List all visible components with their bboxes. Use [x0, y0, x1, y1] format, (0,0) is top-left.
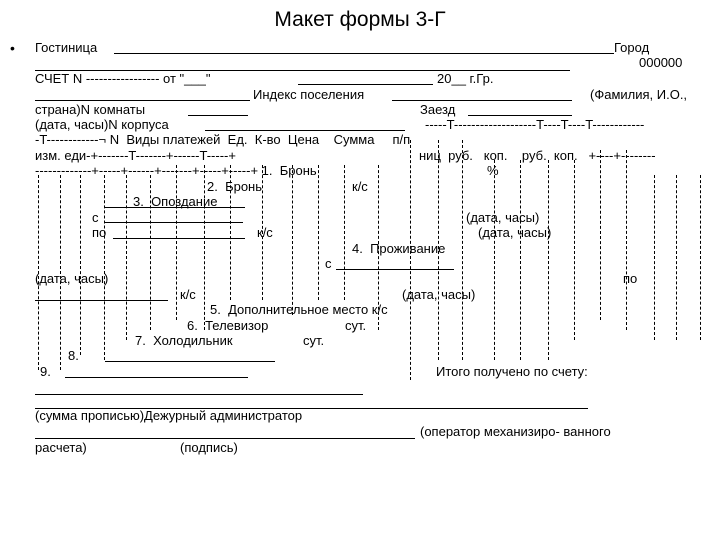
label-datetime: (дата, часы) — [466, 210, 540, 225]
column-guide-line — [262, 165, 263, 300]
label-ks: к/с — [352, 179, 368, 194]
label-hotel: Гостиница — [35, 40, 98, 55]
column-guide-line — [494, 160, 495, 360]
column-guide-line — [438, 140, 439, 360]
label-datetime: (дата, часы) — [478, 225, 552, 240]
column-guide-line — [292, 165, 293, 315]
column-guide-line — [700, 175, 701, 340]
table-row-8: 8. — [68, 348, 79, 363]
column-guide-line — [548, 160, 549, 360]
column-guide-line — [60, 175, 61, 370]
percent-sign: % — [487, 163, 499, 178]
column-guide-line — [378, 165, 379, 330]
blank-line — [35, 100, 250, 101]
table-row-6: 6. Телевизор — [187, 318, 269, 333]
to-line — [113, 238, 245, 239]
column-guide-line — [574, 160, 575, 340]
hotel-line — [114, 53, 614, 54]
column-guide-line — [626, 150, 627, 330]
column-guide-line — [654, 175, 655, 340]
date-line — [298, 84, 433, 85]
column-guide-line — [126, 175, 127, 340]
column-guide-line — [520, 160, 521, 360]
label-from: с — [92, 210, 99, 225]
table-row-5: 5. Дополнительное место к/с — [210, 302, 388, 317]
label-from: с — [325, 256, 332, 271]
label-datetime: (дата, часы) — [402, 287, 476, 302]
label-calculation: расчета) — [35, 440, 87, 455]
label-days: сут. — [345, 318, 367, 333]
label-to: по — [623, 271, 638, 286]
column-guide-line — [600, 150, 601, 320]
label-sum-in-words: (сумма прописью)Дежурный администратор — [35, 408, 303, 423]
operator-line — [35, 438, 415, 439]
table-border-top: -----T-------------------T----T----T------------ — [425, 117, 645, 132]
form-code: 000000 — [639, 55, 683, 70]
row-8-line — [105, 361, 275, 362]
label-operator: (оператор механизиро- ванного — [420, 424, 611, 439]
label-arrival: Заезд — [420, 102, 456, 117]
building-line — [205, 130, 405, 131]
table-header-row: -T------------¬ N Виды платежей Ед. К-во Цена Сумма п/п — [35, 132, 411, 147]
column-guide-line — [230, 165, 231, 300]
table-row-4: 4. Проживание — [352, 241, 446, 256]
label-datetime: (дата, часы) — [35, 271, 109, 286]
label-settlement-index: Индекс поселения — [253, 87, 365, 102]
table-row-9: 9. — [40, 364, 51, 379]
label-days: сут. — [303, 333, 325, 348]
column-guide-line — [410, 140, 411, 380]
form-title: Макет формы 3-Г — [274, 8, 446, 31]
label-signature: (подпись) — [180, 440, 238, 455]
table-row-7: 7. Холодильник — [135, 333, 233, 348]
blank-line — [35, 300, 168, 301]
label-ks: к/с — [257, 225, 273, 240]
room-line — [188, 115, 248, 116]
settlement-index-line — [392, 100, 572, 101]
row-9-line — [65, 377, 248, 378]
table-row-2: 2. Бронь — [207, 179, 263, 194]
column-guide-line — [204, 165, 205, 330]
column-guide-line — [344, 165, 345, 300]
label-city: Город — [614, 40, 650, 55]
column-guide-line — [80, 175, 81, 355]
table-row-1: -------------+-----+------+-------+-----+-----+ 1. Бронь — [35, 163, 317, 178]
label-to: по — [92, 225, 107, 240]
label-year: 20__ г.Гр. — [437, 71, 494, 86]
arrival-line — [468, 115, 572, 116]
column-guide-line — [38, 175, 39, 370]
blank-line — [35, 394, 363, 395]
label-ks: к/с — [180, 287, 196, 302]
from-line — [336, 269, 454, 270]
column-guide-line — [150, 175, 151, 330]
table-currency-row: ниц руб. коп. руб. коп. +----+-------- — [419, 148, 656, 163]
column-guide-line — [104, 175, 105, 360]
label-total-received: Итого получено по счету: — [436, 364, 588, 379]
label-building: (дата, часы)N корпуса — [35, 117, 169, 132]
column-guide-line — [462, 140, 463, 360]
table-row-3: 3. Опоздание — [133, 194, 218, 209]
column-guide-line — [318, 165, 319, 300]
column-guide-line — [676, 175, 677, 340]
column-guide-line — [176, 165, 177, 320]
label-fio: (Фамилия, И.О., — [590, 87, 688, 102]
table-units-row: изм. еди-+-------T-------+------T-----+ — [35, 148, 236, 163]
bullet-marker: • — [10, 40, 15, 56]
label-invoice: СЧЕТ N ----------------- от "___" — [35, 71, 211, 86]
label-room: страна)N комнаты — [35, 102, 146, 117]
